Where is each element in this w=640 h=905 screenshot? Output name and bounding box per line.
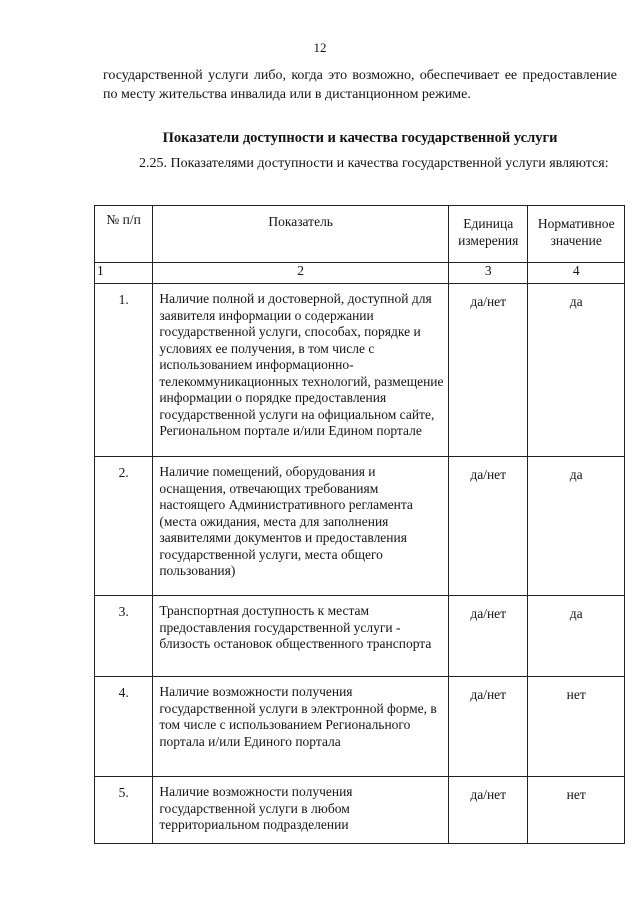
clause-text: 2.25. Показателями доступности и качества государственной услуги являются: <box>139 156 609 171</box>
page-number: 12 <box>313 40 327 55</box>
row-indicator: Наличие возможности получения государственной услуги в любом территориальном подразделении <box>153 777 449 844</box>
table-header-row <box>95 206 625 263</box>
table-row <box>95 457 625 596</box>
row-indicator: Наличие помещений, оборудования и оснащения, отвечающих требованиям настоящего Административного регламента (места ожидания, места для заполнения заявителями документов и предоставления государственной услуги, места общего пользования) <box>153 457 449 596</box>
table-row <box>95 777 625 844</box>
row-num: 1. <box>95 284 153 457</box>
column-number: 4 <box>528 263 625 284</box>
table-row <box>95 284 625 457</box>
row-unit: да/нет <box>449 677 528 777</box>
indicators-table <box>94 205 625 844</box>
header-unit: Единица измерения <box>449 206 528 263</box>
column-number: 3 <box>449 263 528 284</box>
row-norm: нет <box>528 677 625 777</box>
row-norm: нет <box>528 777 625 844</box>
header-norm: Нормативное значение <box>528 206 625 263</box>
row-unit: да/нет <box>449 777 528 844</box>
intro-paragraph: государственной услуги либо, когда это возможно, обеспечивает ее предоставление по месту жительства инвалида или в дистанционном режиме. <box>103 68 617 102</box>
row-unit: да/нет <box>449 596 528 677</box>
row-norm: да <box>528 284 625 457</box>
column-numbers-row <box>95 263 625 284</box>
row-indicator: Наличие полной и достоверной, доступной для заявителя информации о содержании государственной услуги, способах, порядке и условиях ее получения, в том числе с использованием информационно-телекоммуникационных технологий, размещение информации о порядке предоставления государственной услуги на официальном сайте, Региональном портале и/или Едином портале <box>153 284 449 457</box>
row-indicator: Транспортная доступность к местам предоставления государственной услуги - близость остановок общественного транспорта <box>153 596 449 677</box>
row-num: 2. <box>95 457 153 596</box>
column-number: 1 <box>95 263 153 284</box>
row-norm: да <box>528 596 625 677</box>
column-number: 2 <box>153 263 449 284</box>
row-num: 3. <box>95 596 153 677</box>
table-row <box>95 596 625 677</box>
row-num: 4. <box>95 677 153 777</box>
row-indicator: Наличие возможности получения государственной услуги в электронной форме, в том числе с использованием Регионального портала и/или Единого портала <box>153 677 449 777</box>
section-heading: Показатели доступности и качества государственной услуги <box>162 130 558 146</box>
header-indicator: Показатель <box>153 206 449 263</box>
row-norm: да <box>528 457 625 596</box>
row-num: 5. <box>95 777 153 844</box>
clause-paragraph <box>103 155 617 172</box>
table-row <box>95 677 625 777</box>
header-num: № п/п <box>95 206 153 263</box>
row-unit: да/нет <box>449 457 528 596</box>
row-unit: да/нет <box>449 284 528 457</box>
